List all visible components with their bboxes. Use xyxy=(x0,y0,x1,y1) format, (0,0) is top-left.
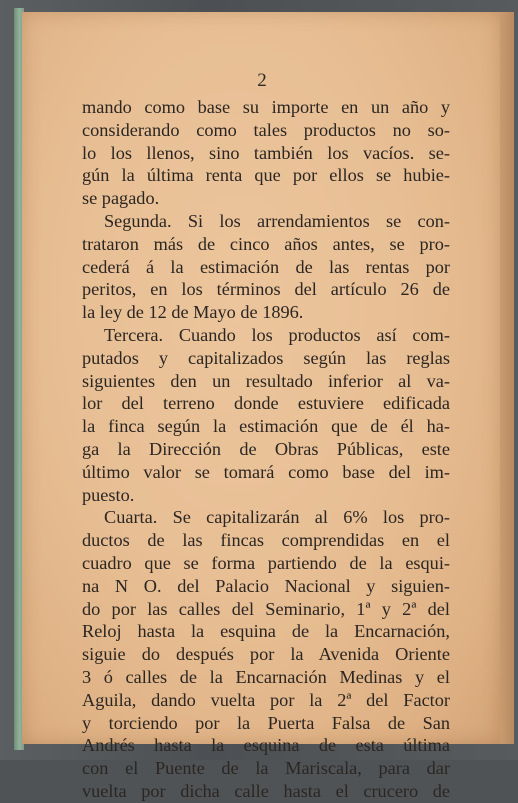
text-line: ductos de las fincas comprendidas en el xyxy=(82,530,450,551)
text-line: lo los llenos, sino también los vacíos. se- xyxy=(82,142,450,163)
text-line: la finca según la estimación que de él ha- xyxy=(82,416,450,437)
text-line: na N O. del Palacio Nacional y siguien- xyxy=(82,575,450,596)
text-line: último valor se tomará como base del im- xyxy=(82,461,450,482)
text-line: do por las calles del Seminario, 1ª y 2ª del xyxy=(82,598,450,619)
text-line: lor del terreno donde estuviere edificada xyxy=(82,393,450,414)
text-line: vuelta por dicha calle hasta el crucero de xyxy=(82,780,450,801)
text-line: 3 ó calles de la Encarnación Medinas y el xyxy=(82,666,450,687)
body-text xyxy=(82,96,450,803)
text-line: ga la Dirección de Obras Públicas, este xyxy=(82,438,450,459)
text-line: puesto. xyxy=(82,484,135,505)
text-line: Segunda. Si los arrendamientos se con- xyxy=(104,210,450,231)
text-line: mando como base su importe en un año y xyxy=(82,97,450,117)
text-line: siguientes den un resultado inferior al va- xyxy=(82,370,450,391)
text-line: Aguila, dando vuelta por la 2ª del Factor xyxy=(82,689,450,710)
text-line: cuadro que se forma partiendo de la esqui- xyxy=(82,552,450,573)
text-line: considerando como tales productos no so- xyxy=(82,119,450,140)
text-line: gún la última renta que por ellos se hubie- xyxy=(82,165,450,186)
text-line: peritos, en los términos del artículo 26 de xyxy=(82,279,450,300)
page-edge-strip xyxy=(500,12,514,744)
text-line: putados y capitalizados según las reglas xyxy=(82,347,450,368)
text-line: la ley de 12 de Mayo de 1896. xyxy=(82,302,304,323)
text-line: Cuarta. Se capitalizarán al 6% los pro- xyxy=(104,507,450,528)
page-number: 2 xyxy=(257,70,267,91)
text-line: y torciendo por la Puerta Falsa de San xyxy=(82,712,450,733)
text-line: Tercera. Cuando los productos así com- xyxy=(104,324,450,345)
text-line: trataron más de cinco años antes, se pro- xyxy=(82,233,450,254)
text-line: siguie do después por la Avenida Oriente xyxy=(82,644,450,665)
text-line: cederá á la estimación de las rentas por xyxy=(82,256,450,277)
text-line: se pagado. xyxy=(82,188,160,209)
text-line: con el Puente de la Mariscala, para dar xyxy=(82,758,450,779)
text-line: Reloj hasta la esquina de la Encarnación, xyxy=(82,621,450,642)
text-line: Andrés hasta la esquina de esta última xyxy=(82,735,450,756)
